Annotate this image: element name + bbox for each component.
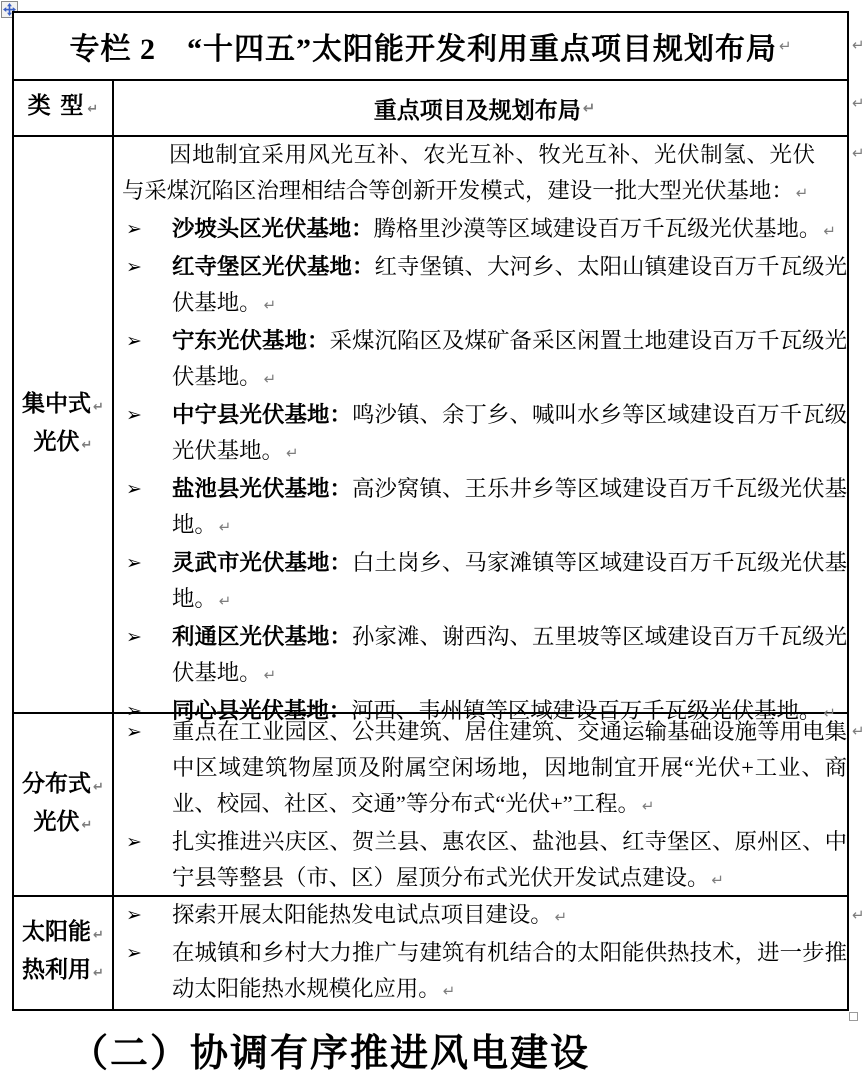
base-name: 红寺堡区光伏基地： (172, 254, 375, 279)
base-name: 中宁县光伏基地： (172, 402, 353, 427)
type-cell-solar-thermal[interactable] (14, 897, 114, 1009)
paragraph-mark: ↵ (554, 908, 568, 926)
paragraph-mark: ↵ (218, 592, 232, 610)
item-text: 采煤沉陷区及煤矿备采区闲置土地建设百万千瓦级光伏基地。 (172, 328, 848, 389)
paragraph-mark: ↵ (442, 982, 456, 1000)
section-heading-wind-power[interactable]: （二）协调有序推进风电建设 (70, 1033, 591, 1075)
type-cell-centralized-pv[interactable] (14, 137, 114, 712)
paragraph-mark: ↵ (263, 666, 277, 684)
arrowhead-bullet-icon: ➢ (126, 700, 142, 722)
solar-planning-table (12, 11, 849, 1011)
base-name: 灵武市光伏基地： (172, 550, 353, 575)
end-of-row-mark: ↵ (852, 94, 865, 112)
line-mark: ↵ (81, 817, 93, 833)
header-cell-projects[interactable] (114, 81, 847, 135)
type-cell-distributed-pv[interactable] (14, 714, 114, 895)
intro-text: 因地制宜采用风光互补、农光互补、牧光互补、光伏制氢、光伏与采煤沉陷区治理相结合等创新开发模式，建设一批大型光伏基地： (122, 142, 815, 203)
arrowhead-bullet-icon: ➢ (126, 904, 142, 926)
item-text: 红寺堡镇、大河乡、太阳山镇建设百万千瓦级光伏基地。 (172, 254, 848, 315)
header-cell-type[interactable] (14, 81, 114, 135)
table-header-row (14, 81, 847, 137)
base-name: 盐池县光伏基地： (172, 476, 353, 501)
end-of-row-mark: ↵ (852, 722, 865, 740)
arrowhead-bullet-icon: ➢ (126, 218, 142, 240)
type-label-line: 太阳能 (22, 919, 92, 944)
base-name: 利通区光伏基地： (172, 624, 353, 649)
paragraph-mark: ↵ (582, 99, 596, 118)
paragraph-mark: ↵ (711, 871, 724, 889)
list-item[interactable] (122, 471, 847, 545)
content-cell-solar-thermal[interactable] (114, 897, 847, 1009)
item-text: 腾格里沙漠等区域建设百万千瓦级光伏基地。 (373, 216, 822, 241)
list-item[interactable] (122, 897, 847, 935)
item-text: 扎实推进兴庆区、贺兰县、惠农区、盐池县、红寺堡区、原州区、中宁县等整县（市、区）屋顶分布式光伏开发试点建设。 (172, 829, 847, 890)
item-text: 探索开展太阳能热发电试点项目建设。 (172, 902, 553, 927)
item-text: 在城镇和乡村大力推广与建筑有机结合的太阳能供热技术，进一步推动太阳能热水规模化应用。 (172, 940, 847, 1001)
item-text: 孙家滩、谢西沟、五里坡等区域建设百万千瓦级光伏基地。 (172, 624, 848, 685)
paragraph-mark: ↵ (641, 797, 655, 815)
paragraph-mark: ↵ (263, 370, 277, 388)
list-item[interactable] (122, 824, 847, 898)
paragraph-mark: ↵ (795, 184, 809, 202)
list-item[interactable] (122, 211, 847, 249)
paragraph-mark: ↵ (218, 518, 232, 536)
table-resize-handle[interactable] (849, 1012, 858, 1021)
item-text: 重点在工业园区、公共建筑、居住建筑、交通运输基础设施等用电集中区域建筑物屋顶及附属空闲场地，因地制宜开展“光伏+工业、商业、校园、社区、交通”等分布式“光伏+”工程。 (172, 719, 847, 816)
type-label-line: 热利用 (22, 957, 92, 982)
type-label-line: 光伏 (33, 808, 80, 834)
item-text: 高沙窝镇、王乐井乡等区域建设百万千瓦级光伏基地。 (172, 476, 848, 537)
item-text: 河西、韦州镇等区域建设百万千瓦级光伏基地。 (351, 698, 822, 723)
end-of-row-mark: ↵ (852, 144, 865, 162)
intro-paragraph[interactable] (122, 137, 847, 211)
row-distributed-pv (14, 714, 847, 897)
list-item[interactable] (122, 323, 847, 397)
arrowhead-bullet-icon: ➢ (126, 404, 142, 426)
paragraph-mark: ↵ (778, 37, 792, 56)
arrowhead-bullet-icon: ➢ (126, 942, 142, 964)
item-text: 白土岗乡、马家滩镇等区域建设百万千瓦级光伏基地。 (172, 550, 848, 611)
list-item[interactable] (122, 619, 847, 693)
line-mark: ↵ (93, 399, 104, 415)
list-item[interactable] (122, 714, 847, 824)
paragraph-mark: ↵ (263, 296, 277, 314)
arrowhead-bullet-icon: ➢ (126, 478, 142, 500)
arrowhead-bullet-icon: ➢ (126, 256, 142, 278)
line-mark: ↵ (93, 928, 104, 943)
header-projects-label: 重点项目及规划布局 (373, 97, 581, 123)
row-solar-thermal (14, 897, 847, 1009)
paragraph-mark: ↵ (823, 222, 836, 240)
list-item[interactable] (122, 397, 847, 471)
row-centralized-pv (14, 137, 848, 723)
type-label-line: 分布式 (22, 770, 92, 796)
content-cell-centralized-pv[interactable] (114, 137, 848, 723)
arrowhead-bullet-icon: ➢ (126, 552, 142, 574)
end-of-row-mark: ↵ (852, 906, 865, 924)
paragraph-mark: ↵ (87, 102, 99, 118)
list-item[interactable] (122, 545, 847, 619)
type-label-line: 光伏 (33, 428, 80, 454)
content-cell-distributed-pv[interactable] (114, 714, 847, 895)
table-title: 专栏 2 “十四五”太阳能开发利用重点项目规划布局 (69, 33, 777, 67)
table-title-row[interactable] (14, 13, 847, 81)
end-of-row-mark: ↵ (852, 36, 865, 54)
list-item[interactable] (122, 935, 847, 1009)
header-type-label: 类 型 (27, 93, 86, 119)
base-name: 同心县光伏基地： (172, 698, 352, 723)
paragraph-mark: ↵ (823, 704, 836, 722)
paragraph-mark: ↵ (285, 444, 299, 462)
arrowhead-bullet-icon: ➢ (126, 721, 142, 743)
arrowhead-bullet-icon: ➢ (126, 831, 142, 853)
type-label-line: 集中式 (22, 390, 92, 416)
arrowhead-bullet-icon: ➢ (126, 330, 142, 352)
line-mark: ↵ (81, 437, 93, 453)
arrowhead-bullet-icon: ➢ (126, 626, 142, 648)
base-name: 沙坡头区光伏基地： (172, 216, 374, 241)
line-mark: ↵ (93, 779, 104, 795)
list-item[interactable] (122, 249, 847, 323)
base-name: 宁东光伏基地： (172, 328, 330, 353)
line-mark: ↵ (93, 966, 104, 981)
item-text: 鸣沙镇、余丁乡、喊叫水乡等区域建设百万千瓦级光伏基地。 (172, 402, 848, 463)
